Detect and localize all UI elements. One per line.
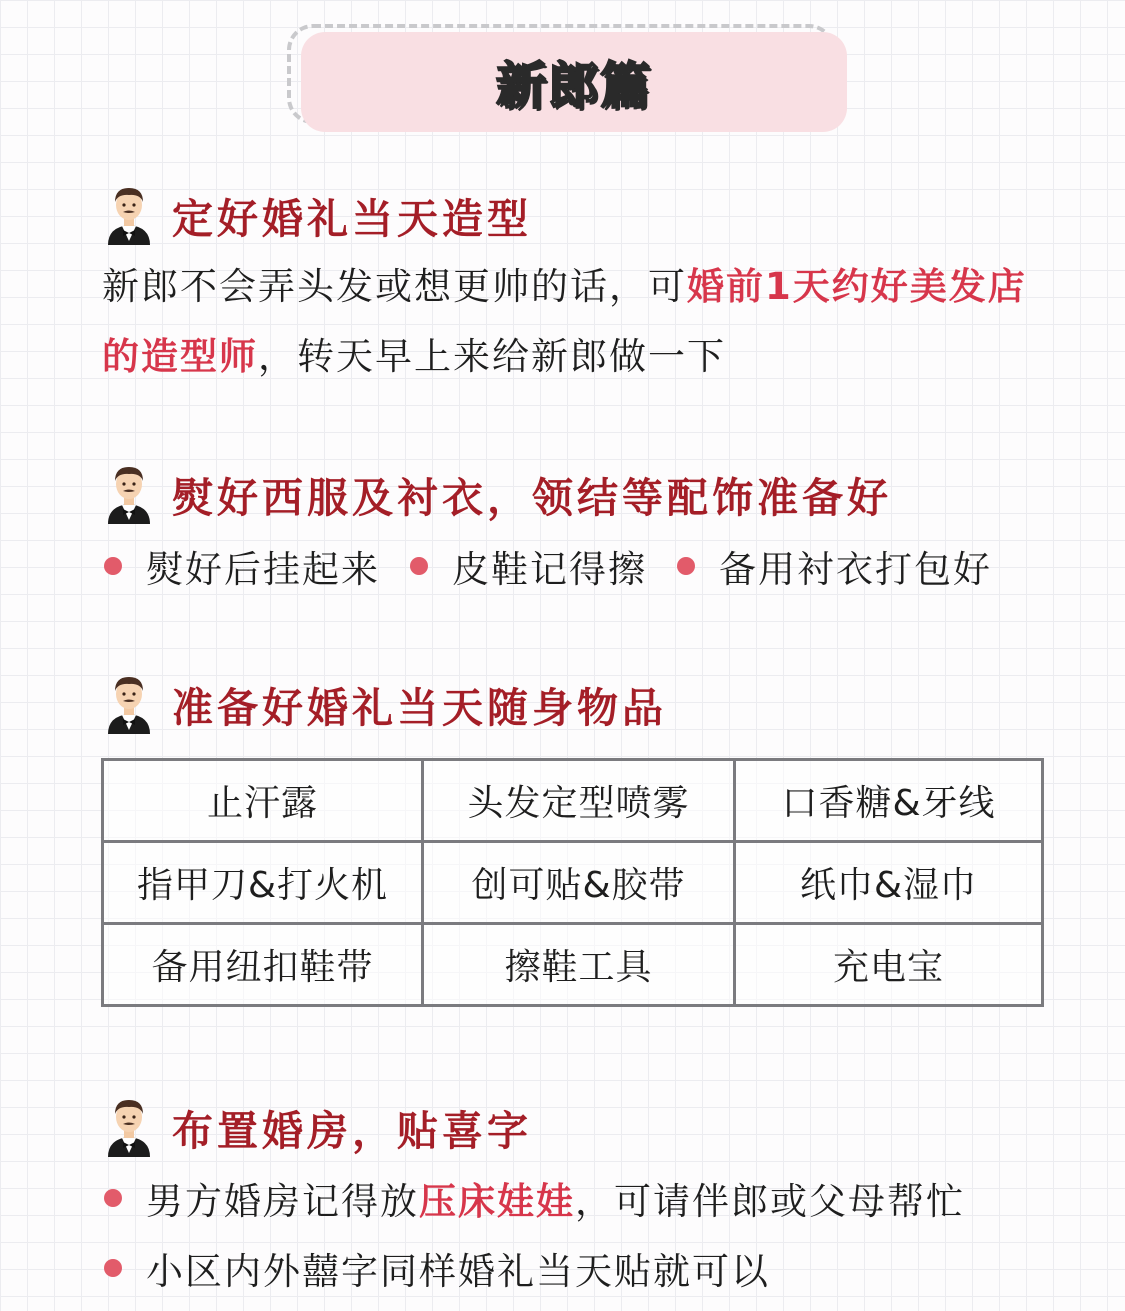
paragraph-highlight: 婚前1天约好美发店的造型师 xyxy=(102,265,1027,378)
list-item: 熨好后挂起来 xyxy=(146,548,380,591)
section-heading-suit xyxy=(104,461,892,527)
section-heading-text: 布置婚房，贴喜字 xyxy=(172,1106,532,1155)
bullet-dot xyxy=(104,1189,122,1207)
table-row xyxy=(103,924,1043,1006)
table-cell: 充电宝 xyxy=(735,924,1043,1006)
table-cell: 创可贴&胶带 xyxy=(423,842,735,924)
groom-emoji-icon xyxy=(104,1097,154,1157)
paragraph-text: 新郎不会弄头发或想更帅的话，可 xyxy=(102,265,687,308)
suit-bullet-list xyxy=(104,536,992,596)
list-item-highlight: 压床娃娃 xyxy=(419,1180,575,1223)
groom-emoji-icon xyxy=(104,185,154,245)
table-cell: 头发定型喷雾 xyxy=(423,760,735,842)
table-row xyxy=(103,760,1043,842)
list-item: 备用衬衣打包好 xyxy=(719,548,992,591)
bullet-dot xyxy=(410,557,428,575)
bridal-room-bullet-1 xyxy=(104,1168,965,1228)
groom-emoji-icon xyxy=(104,674,154,734)
bullet-dot xyxy=(677,557,695,575)
groom-emoji-icon xyxy=(104,464,154,524)
bullet-dot xyxy=(104,1259,122,1277)
section-heading-items xyxy=(104,671,667,737)
section-heading-bridal-room xyxy=(104,1094,532,1160)
list-item: 皮鞋记得擦 xyxy=(452,548,647,591)
section-heading-text: 准备好婚礼当天随身物品 xyxy=(172,683,667,732)
section-heading-text: 熨好西服及衬衣，领结等配饰准备好 xyxy=(172,473,892,522)
list-item-text: 小区内外囍字同样婚礼当天贴就可以 xyxy=(146,1250,770,1293)
table-cell: 止汗露 xyxy=(103,760,423,842)
table-cell: 纸巾&湿巾 xyxy=(735,842,1043,924)
paragraph-text: ，转天早上来给新郎做一下 xyxy=(258,335,726,378)
list-item-text: 男方婚房记得放 xyxy=(146,1180,419,1223)
table-cell: 指甲刀&打火机 xyxy=(103,842,423,924)
table-cell: 擦鞋工具 xyxy=(423,924,735,1006)
section-heading-hairstyle xyxy=(104,182,532,248)
carry-items-table xyxy=(101,758,1044,1007)
table-cell: 备用纽扣鞋带 xyxy=(103,924,423,1006)
table-row xyxy=(103,842,1043,924)
table-cell: 口香糖&牙线 xyxy=(735,760,1043,842)
hairstyle-paragraph xyxy=(102,252,1062,392)
list-item-text: ，可请伴郎或父母帮忙 xyxy=(575,1180,965,1223)
page-title: 新郎篇 xyxy=(496,57,652,115)
bridal-room-bullet-2 xyxy=(104,1238,770,1298)
bullet-dot xyxy=(104,557,122,575)
title-banner xyxy=(287,24,847,132)
section-heading-text: 定好婚礼当天造型 xyxy=(172,194,532,243)
